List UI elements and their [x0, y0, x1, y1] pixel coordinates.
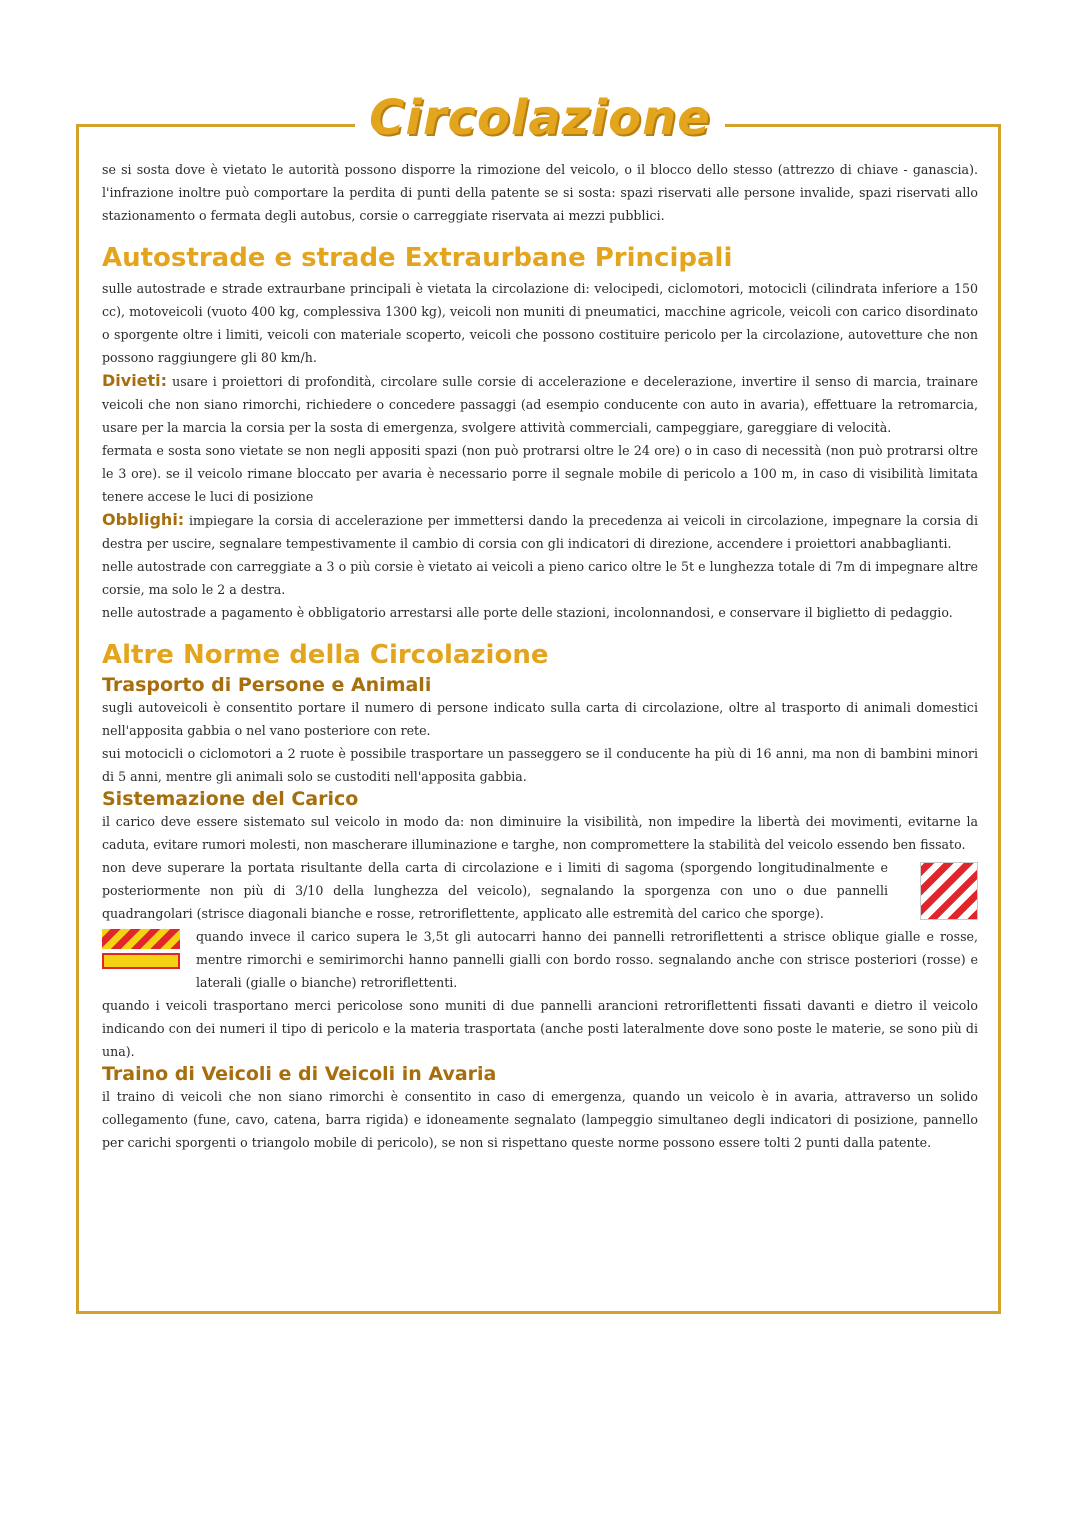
divieti-text: usare i proiettori di profondità, circolare sulle corsie di accelerazione e decelerazione, invertire il senso di marcia, trainare veicoli che non siano rimorchi, richiedere o concedere passaggi (ad esempio conducente con auto in avaria), effettuare la retromarcia, usare per la marcia la corsia per la sosta di emergenza, svolgere attività commerciali, campeggiare, gareggiare di velocità. [102, 374, 978, 435]
divieti-paragraph [102, 369, 978, 439]
page-title: Circolazione [0, 88, 1080, 148]
section-altre-norme-heading: Altre Norme della Circolazione [102, 640, 549, 670]
trasporto-paragraph-1: sugli autoveicoli è consentito portare il numero di persone indicato sulla carta di circolazione, oltre al trasporto di animali domestici nell'apposita gabbia o nel vano posteriore con rete. [102, 700, 978, 738]
trasporto-heading: Trasporto di Persone e Animali [102, 674, 432, 696]
carico-paragraph-3: quando invece il carico supera le 3,5t gli autocarri hanno dei pannelli retroriflettenti a strisce oblique gialle e rosse, mentre rimorchi e semirimorchi hanno pannelli gialli con bordo rosso. segnalando anche con strisce posteriori (rosse) e laterali (gialle o bianche) retroriflettenti. [196, 929, 978, 990]
carico-paragraph-1: il carico deve essere sistemato sul veicolo in modo da: non diminuire la visibilità, non impedire la libertà dei movimenti, evitarne la caduta, evitare rumori molesti, non mascherare illuminazione e targhe, non compromettere la stabilità del veicolo essendo ben fissato. [102, 814, 978, 852]
carico-pesante-block [102, 925, 978, 994]
trasporto-paragraph-2: sui motocicli o ciclomotori a 2 ruote è possibile trasportare un passeggero se il conducente ha più di 16 anni, ma non di bambini minori di 5 anni, mentre gli animali solo se custoditi nell'apposita gabbia. [102, 746, 978, 784]
yellow-panel-red-border-icon [102, 953, 180, 969]
obblighi-text: impiegare la corsia di accelerazione per immettersi dando la precedenza ai veicoli in circolazione, impegnare la corsia di destra per uscire, segnalare tempestivamente il cambio di corsia con gli indicatori di direzione, accendere i proiettori anabbaglianti. [102, 513, 978, 551]
corsie-paragraph: nelle autostrade con carreggiate a 3 o più corsie è vietato ai veicoli a pieno carico oltre le 5t e lunghezza totale di 7m di impegnare altre corsie, ma solo le 2 a destra. [102, 559, 978, 597]
carico-heading: Sistemazione del Carico [102, 788, 359, 810]
traino-paragraph: il traino di veicoli che non siano rimorchi è consentito in caso di emergenza, quando un veicolo è in avaria, attraverso un solido collegamento (fune, cavo, catena, barra rigida) e idoneamente segnalato (lampeggio simultaneo degli indicatori di posizione, pannello per carichi sporgenti o triangolo mobile di pericolo), se non si rispettano queste norme possono essere tolti 2 punti dalla patente. [102, 1089, 978, 1150]
intro-paragraph: se si sosta dove è vietato le autorità possono disporre la rimozione del veicolo, o il blocco dello stesso (attrezzo di chiave - ganascia). l'infrazione inoltre può comportare la perdita di punti della patente se si sosta: spazi riservati alle persone invalide, spazi riservati allo stazionamento o fermata degli autobus, corsie o carreggiate riservata ai mezzi pubblici. [102, 162, 978, 223]
notes-content [102, 158, 978, 1154]
obblighi-label: Obblighi: [102, 510, 185, 529]
red-white-panel-icon [920, 862, 978, 920]
carico-sporgente-block [102, 856, 978, 925]
carico-paragraph-2: non deve superare la portata risultante della carta di circolazione e i limiti di sagoma (sporgendo longitudinalmente e posteriormente non più di 3/10 della lunghezza del veicolo), segnalando la sporgenza con uno o due pannelli quadrangolari (strisce diagonali bianche e rosse, retroriflettente, applicato alle estremità del carico che sporge). [102, 860, 888, 921]
fermata-paragraph: fermata e sosta sono vietate se non negli appositi spazi (non può protrarsi oltre le 24 ore) o in caso di necessità (non può protrarsi oltre le 3 ore). se il veicolo rimane bloccato per avaria è necessario porre il segnale mobile di pericolo a 100 m, in caso di visibilità limitata tenere accese le luci di posizione [102, 443, 978, 504]
traino-heading: Traino di Veicoli e di Veicoli in Avaria [102, 1063, 497, 1085]
divieti-label: Divieti: [102, 371, 168, 390]
yellow-red-striped-panel-icon [102, 929, 180, 949]
section-autostrade-heading: Autostrade e strade Extraurbane Principali [102, 243, 733, 273]
carico-paragraph-4: quando i veicoli trasportano merci pericolose sono muniti di due pannelli arancioni retroriflettenti fissati davanti e dietro il veicolo indicando con dei numeri il tipo di pericolo e la materia trasportata (anche posti lateralmente dove sono poste le materie, se sono più di una). [102, 998, 978, 1059]
autostrade-paragraph: sulle autostrade e strade extraurbane principali è vietata la circolazione di: velocipedi, ciclomotori, motocicli (cilindrata inferiore a 150 cc), motoveicoli (vuoto 400 kg, complessiva 1300 kg), veicoli non muniti di pneumatici, macchine agricole, veicoli con carico disordinato o sporgente oltre i limiti, veicoli con materiale scoperto, veicoli che possono costituire pericolo per la circolazione, autovetture che non possono raggiungere gli 80 km/h. [102, 281, 978, 365]
pagamento-paragraph: nelle autostrade a pagamento è obbligatorio arrestarsi alle porte delle stazioni, incolonnandosi, e conservare il biglietto di pedaggio. [102, 605, 953, 620]
obblighi-paragraph [102, 508, 978, 555]
